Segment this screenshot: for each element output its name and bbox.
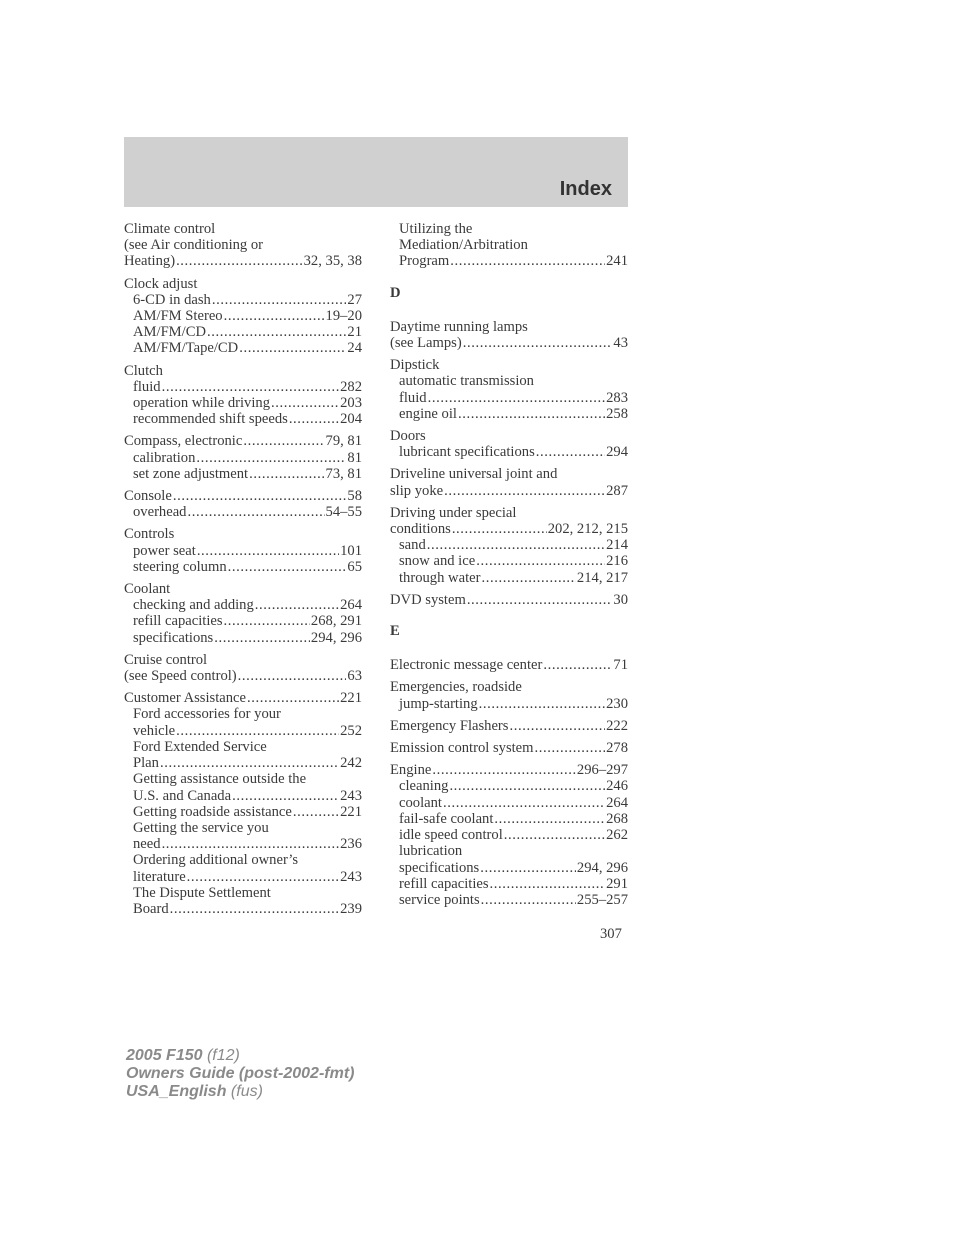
entry-text: Clock adjust bbox=[124, 275, 198, 292]
index-entry bbox=[390, 319, 628, 351]
index-entry-line bbox=[390, 679, 628, 695]
entry-text: recommended shift speeds bbox=[133, 411, 288, 428]
entry-text: cleaning bbox=[399, 778, 449, 795]
entry-text: Heating) bbox=[124, 253, 176, 270]
dot-leader bbox=[196, 450, 346, 466]
index-entry-line bbox=[124, 488, 362, 504]
dot-leader bbox=[249, 466, 324, 482]
index-entry bbox=[124, 363, 362, 428]
footer-model-code: (f12) bbox=[206, 1047, 240, 1064]
entry-text: Getting the service you bbox=[133, 819, 269, 836]
index-entry bbox=[390, 357, 628, 422]
entry-text: Customer Assistance bbox=[124, 690, 247, 707]
dot-leader bbox=[535, 740, 606, 756]
entry-text: sand bbox=[399, 537, 426, 554]
dot-leader bbox=[176, 723, 339, 739]
page-reference: 71 bbox=[613, 657, 628, 674]
dot-leader bbox=[271, 395, 339, 411]
page-reference: 246 bbox=[606, 778, 628, 795]
index-entry-line bbox=[390, 592, 628, 608]
index-subentry-line bbox=[124, 771, 362, 787]
dot-leader bbox=[504, 827, 605, 843]
dot-leader bbox=[187, 504, 324, 520]
dot-leader bbox=[207, 324, 346, 340]
index-entry-line bbox=[124, 668, 362, 684]
index-subentry-line bbox=[124, 379, 362, 395]
index-entry-line bbox=[124, 690, 362, 706]
dot-leader bbox=[239, 340, 346, 356]
dot-leader bbox=[463, 335, 613, 351]
dot-leader bbox=[162, 379, 340, 395]
page-reference: 54–55 bbox=[325, 504, 362, 521]
entry-text: Electronic message center bbox=[390, 657, 543, 674]
page-reference: 73, 81 bbox=[325, 465, 362, 482]
dot-leader bbox=[162, 836, 340, 852]
entry-text: (see Air conditioning or bbox=[124, 237, 264, 254]
footer-line-1 bbox=[126, 1047, 354, 1065]
dot-leader bbox=[467, 592, 613, 608]
entry-text: Dipstick bbox=[390, 357, 440, 374]
index-subentry-line bbox=[124, 597, 362, 613]
index-subentry-line bbox=[390, 892, 628, 908]
dot-leader bbox=[232, 788, 339, 804]
entry-text: Emergency Flashers bbox=[390, 717, 509, 734]
entry-text: fluid bbox=[399, 389, 427, 406]
index-entry bbox=[124, 433, 362, 482]
index-entry-line bbox=[124, 237, 362, 253]
entry-text: AM/FM/CD bbox=[133, 324, 206, 341]
dot-leader bbox=[214, 630, 310, 646]
entry-text: Board bbox=[133, 900, 169, 917]
index-entry-line bbox=[124, 363, 362, 379]
index-column-right bbox=[390, 221, 628, 914]
page-reference: 236 bbox=[340, 836, 362, 853]
entry-text: Coolant bbox=[124, 581, 171, 598]
index-entry-line bbox=[390, 505, 628, 521]
page-reference: 258 bbox=[606, 405, 628, 422]
dot-leader bbox=[224, 308, 325, 324]
index-entry bbox=[124, 581, 362, 646]
dot-leader bbox=[247, 690, 339, 706]
index-entry bbox=[390, 740, 628, 756]
index-subentry-line bbox=[390, 444, 628, 460]
index-subentry-line bbox=[124, 723, 362, 739]
index-subentry-line bbox=[124, 411, 362, 427]
entry-text: need bbox=[133, 836, 161, 853]
index-subentry-line bbox=[390, 253, 628, 269]
index-entry bbox=[390, 505, 628, 586]
entry-text: AM/FM/Tape/CD bbox=[133, 340, 239, 357]
index-entry bbox=[390, 657, 628, 673]
entry-text: Emergencies, roadside bbox=[390, 679, 522, 696]
index-subentry-line bbox=[124, 885, 362, 901]
index-entry-line bbox=[124, 276, 362, 292]
dot-leader bbox=[543, 657, 612, 673]
index-subentry-line bbox=[390, 570, 628, 586]
index-entry-line bbox=[390, 521, 628, 537]
index-subentry-line bbox=[124, 804, 362, 820]
page-reference: 203 bbox=[340, 395, 362, 412]
entry-text: refill capacities bbox=[399, 875, 489, 892]
entry-text: Console bbox=[124, 488, 172, 505]
index-entry-line bbox=[124, 526, 362, 542]
index-entry-line bbox=[124, 221, 362, 237]
index-subentry-line bbox=[124, 340, 362, 356]
index-entry-line bbox=[124, 253, 362, 269]
index-entry bbox=[390, 679, 628, 711]
page-reference: 65 bbox=[347, 558, 362, 575]
page-reference: 294, 296 bbox=[576, 859, 628, 876]
entry-text: Clutch bbox=[124, 362, 163, 379]
index-entry bbox=[124, 276, 362, 357]
page-reference: 63 bbox=[347, 668, 362, 685]
entry-text: Daytime running lamps bbox=[390, 318, 528, 335]
entry-text: calibration bbox=[133, 449, 196, 466]
page-reference: 230 bbox=[606, 695, 628, 712]
dot-leader bbox=[170, 901, 339, 917]
entry-text: Emission control system bbox=[390, 740, 534, 757]
index-subentry-line bbox=[390, 860, 628, 876]
dot-leader bbox=[255, 597, 339, 613]
page-reference: 264 bbox=[606, 794, 628, 811]
index-subentry-line bbox=[390, 696, 628, 712]
dot-leader bbox=[427, 537, 605, 553]
page-reference: 216 bbox=[606, 553, 628, 570]
dot-leader bbox=[449, 778, 605, 794]
dot-leader bbox=[432, 762, 576, 778]
index-entry-line bbox=[124, 581, 362, 597]
dot-leader bbox=[444, 483, 605, 499]
page-reference: 101 bbox=[340, 542, 362, 559]
entry-text: Climate control bbox=[124, 221, 216, 237]
index-subentry-line bbox=[124, 395, 362, 411]
page-reference: 264 bbox=[340, 597, 362, 614]
index-subentry-line bbox=[390, 843, 628, 859]
entry-text: DVD system bbox=[390, 591, 466, 608]
entry-text: (see Speed control) bbox=[124, 668, 237, 685]
index-subentry-line bbox=[124, 739, 362, 755]
entry-text: fail-safe coolant bbox=[399, 810, 494, 827]
entry-text: service points bbox=[399, 891, 480, 908]
dot-leader bbox=[173, 488, 347, 504]
page-reference: 21 bbox=[347, 324, 362, 341]
page-reference: 243 bbox=[340, 868, 362, 885]
entry-text: (see Lamps) bbox=[390, 335, 462, 352]
page-reference: 204 bbox=[340, 411, 362, 428]
dot-leader bbox=[428, 390, 606, 406]
page-reference: 287 bbox=[606, 482, 628, 499]
index-subentry-line bbox=[124, 613, 362, 629]
entry-text: Engine bbox=[390, 762, 432, 779]
dot-leader bbox=[187, 869, 339, 885]
dot-leader bbox=[536, 444, 605, 460]
index-subentry-line bbox=[390, 237, 628, 253]
page-reference: 79, 81 bbox=[325, 433, 362, 450]
index-letter-heading: E bbox=[390, 623, 400, 640]
index-entry-line bbox=[390, 466, 628, 482]
entry-text: overhead bbox=[133, 504, 187, 521]
entry-text: Controls bbox=[124, 526, 175, 543]
index-entry-line bbox=[390, 657, 628, 673]
entry-text: Cruise control bbox=[124, 651, 208, 668]
page-reference: 241 bbox=[606, 253, 628, 270]
index-entry bbox=[124, 690, 362, 917]
entry-text: U.S. and Canada bbox=[133, 787, 232, 804]
document-footer bbox=[126, 1047, 354, 1101]
index-subentry-line bbox=[124, 788, 362, 804]
entry-text: set zone adjustment bbox=[133, 465, 249, 482]
index-subentry-line bbox=[124, 308, 362, 324]
dot-leader bbox=[480, 860, 576, 876]
entry-text: engine oil bbox=[399, 405, 457, 422]
index-subentry-line bbox=[390, 811, 628, 827]
index-subentry-line bbox=[124, 450, 362, 466]
index-subentry-line bbox=[124, 836, 362, 852]
dot-leader bbox=[160, 755, 339, 771]
page-reference: 58 bbox=[347, 488, 362, 505]
page-reference: 19–20 bbox=[325, 308, 362, 325]
entry-text: checking and adding bbox=[133, 597, 254, 614]
index-subentry-line bbox=[390, 390, 628, 406]
page-reference: 268, 291 bbox=[310, 613, 362, 630]
index-entry-line bbox=[124, 652, 362, 668]
index-entry bbox=[390, 466, 628, 498]
dot-leader bbox=[228, 559, 347, 575]
entry-text: literature bbox=[133, 868, 186, 885]
index-entry bbox=[390, 762, 628, 908]
entry-text: slip yoke bbox=[390, 482, 444, 499]
index-subentry-line bbox=[390, 406, 628, 422]
index-subentry-line bbox=[390, 876, 628, 892]
index-entry-line bbox=[390, 718, 628, 734]
dot-leader bbox=[490, 876, 606, 892]
entry-text: Driving under special bbox=[390, 504, 517, 521]
index-subentry-line bbox=[390, 553, 628, 569]
entry-text: Driveline universal joint and bbox=[390, 466, 558, 483]
page-reference: 278 bbox=[606, 740, 628, 757]
index-entry bbox=[390, 718, 628, 734]
page-reference: 43 bbox=[613, 335, 628, 352]
entry-text: Getting assistance outside the bbox=[133, 771, 307, 788]
dot-leader bbox=[224, 613, 310, 629]
index-entry-line bbox=[124, 433, 362, 449]
entry-text: vehicle bbox=[133, 722, 176, 739]
index-subentry-line bbox=[390, 827, 628, 843]
entry-text: specifications bbox=[133, 629, 214, 646]
index-entry-line bbox=[390, 428, 628, 444]
page-number: 307 bbox=[600, 926, 622, 942]
entry-text: coolant bbox=[399, 794, 442, 811]
entry-text: jump-starting bbox=[399, 695, 478, 712]
dot-leader bbox=[481, 570, 575, 586]
footer-language-code: (fus) bbox=[230, 1083, 263, 1100]
index-subentry-line bbox=[124, 543, 362, 559]
index-entry-line bbox=[390, 319, 628, 335]
dot-leader bbox=[481, 892, 576, 908]
page-reference: 282 bbox=[340, 378, 362, 395]
entry-text: Ford Extended Service bbox=[133, 738, 267, 755]
page-reference: 242 bbox=[340, 755, 362, 772]
entry-text: Doors bbox=[390, 428, 426, 445]
dot-leader bbox=[479, 696, 605, 712]
index-subentry-line bbox=[124, 869, 362, 885]
index-letter-heading: D bbox=[390, 284, 401, 301]
page-reference: 243 bbox=[340, 787, 362, 804]
page-reference: 221 bbox=[340, 690, 362, 707]
dot-leader bbox=[197, 543, 339, 559]
dot-leader bbox=[443, 795, 605, 811]
index-entry bbox=[390, 221, 628, 270]
index-subentry-line bbox=[124, 706, 362, 722]
dot-leader bbox=[509, 718, 605, 734]
page-title: Index bbox=[559, 178, 612, 200]
index-entry bbox=[390, 428, 628, 460]
entry-text: Ordering additional owner’s bbox=[133, 852, 299, 869]
index-subentry-line bbox=[124, 901, 362, 917]
footer-model: 2005 F150 bbox=[126, 1047, 203, 1064]
entry-text: lubrication bbox=[399, 843, 463, 860]
footer-line-2 bbox=[126, 1065, 354, 1083]
page-reference: 81 bbox=[347, 449, 362, 466]
page-reference: 296–297 bbox=[576, 762, 628, 779]
page-reference: 214 bbox=[606, 537, 628, 554]
entry-text: lubricant specifications bbox=[399, 444, 535, 461]
entry-text: Mediation/Arbitration bbox=[399, 237, 528, 254]
index-subentry-line bbox=[124, 630, 362, 646]
dot-leader bbox=[450, 253, 605, 269]
page-reference: 294, 296 bbox=[310, 629, 362, 646]
index-entry-line bbox=[390, 762, 628, 778]
entry-text: snow and ice bbox=[399, 553, 476, 570]
dot-leader bbox=[238, 668, 347, 684]
entry-text: operation while driving bbox=[133, 395, 270, 412]
index-header-band bbox=[124, 137, 628, 207]
page-reference: 27 bbox=[347, 291, 362, 308]
entry-text: AM/FM Stereo bbox=[133, 308, 223, 325]
index-subentry-line bbox=[124, 820, 362, 836]
entry-text: conditions bbox=[390, 521, 451, 538]
entry-text: Program bbox=[399, 253, 450, 270]
page-reference: 252 bbox=[340, 722, 362, 739]
dot-leader bbox=[243, 433, 324, 449]
entry-text: fluid bbox=[133, 378, 161, 395]
index-entry bbox=[124, 652, 362, 684]
entry-text: Getting roadside assistance bbox=[133, 803, 292, 820]
entry-text: Plan bbox=[133, 755, 159, 772]
index-subentry-line bbox=[390, 537, 628, 553]
index-entry bbox=[124, 488, 362, 520]
page-reference: 221 bbox=[340, 803, 362, 820]
index-entry bbox=[124, 221, 362, 270]
index-subentry-line bbox=[124, 852, 362, 868]
page-reference: 291 bbox=[606, 875, 628, 892]
entry-text: refill capacities bbox=[133, 613, 223, 630]
index-subentry-line bbox=[390, 795, 628, 811]
index-subentry-line bbox=[390, 778, 628, 794]
index-entry-line bbox=[390, 335, 628, 351]
page-reference: 268 bbox=[606, 810, 628, 827]
index-subentry-line bbox=[390, 221, 628, 237]
dot-leader bbox=[476, 553, 605, 569]
dot-leader bbox=[494, 811, 605, 827]
index-entry-line bbox=[390, 740, 628, 756]
entry-text: power seat bbox=[133, 542, 196, 559]
page-reference: 30 bbox=[613, 591, 628, 608]
entry-text: through water bbox=[399, 569, 481, 586]
footer-line-3 bbox=[126, 1083, 354, 1101]
entry-text: automatic transmission bbox=[399, 373, 534, 390]
dot-leader bbox=[458, 406, 605, 422]
index-entry-line bbox=[390, 483, 628, 499]
entry-text: The Dispute Settlement bbox=[133, 884, 271, 901]
footer-language: USA_English bbox=[126, 1083, 227, 1100]
index-entry bbox=[124, 526, 362, 575]
index-subentry-line bbox=[124, 755, 362, 771]
entry-text: 6-CD in dash bbox=[133, 291, 211, 308]
footer-guide: Owners Guide (post-2002-fmt) bbox=[126, 1065, 355, 1082]
index-subentry-line bbox=[124, 504, 362, 520]
dot-leader bbox=[289, 411, 339, 427]
index-subentry-line bbox=[124, 292, 362, 308]
page-reference: 239 bbox=[340, 900, 362, 917]
page-reference: 294 bbox=[606, 444, 628, 461]
entry-text: steering column bbox=[133, 558, 227, 575]
dot-leader bbox=[176, 253, 303, 269]
page-reference: 283 bbox=[606, 389, 628, 406]
entry-text: Utilizing the bbox=[399, 221, 473, 237]
page-reference: 262 bbox=[606, 827, 628, 844]
entry-text: specifications bbox=[399, 859, 480, 876]
page-reference: 222 bbox=[606, 717, 628, 734]
dot-leader bbox=[212, 292, 347, 308]
dot-leader bbox=[293, 804, 339, 820]
entry-text: Compass, electronic bbox=[124, 433, 243, 450]
index-subentry-line bbox=[124, 466, 362, 482]
index-entry-line bbox=[390, 357, 628, 373]
page-reference: 255–257 bbox=[576, 891, 628, 908]
entry-text: Ford accessories for your bbox=[133, 706, 281, 723]
page-reference: 24 bbox=[347, 340, 362, 357]
index-subentry-line bbox=[390, 373, 628, 389]
page-reference: 32, 35, 38 bbox=[303, 253, 362, 270]
entry-text: idle speed control bbox=[399, 827, 503, 844]
page-reference: 214, 217 bbox=[576, 569, 628, 586]
index-column-left bbox=[124, 221, 362, 923]
index-subentry-line bbox=[124, 559, 362, 575]
dot-leader bbox=[452, 521, 547, 537]
index-entry bbox=[390, 592, 628, 608]
page-reference: 202, 212, 215 bbox=[547, 521, 628, 538]
index-subentry-line bbox=[124, 324, 362, 340]
